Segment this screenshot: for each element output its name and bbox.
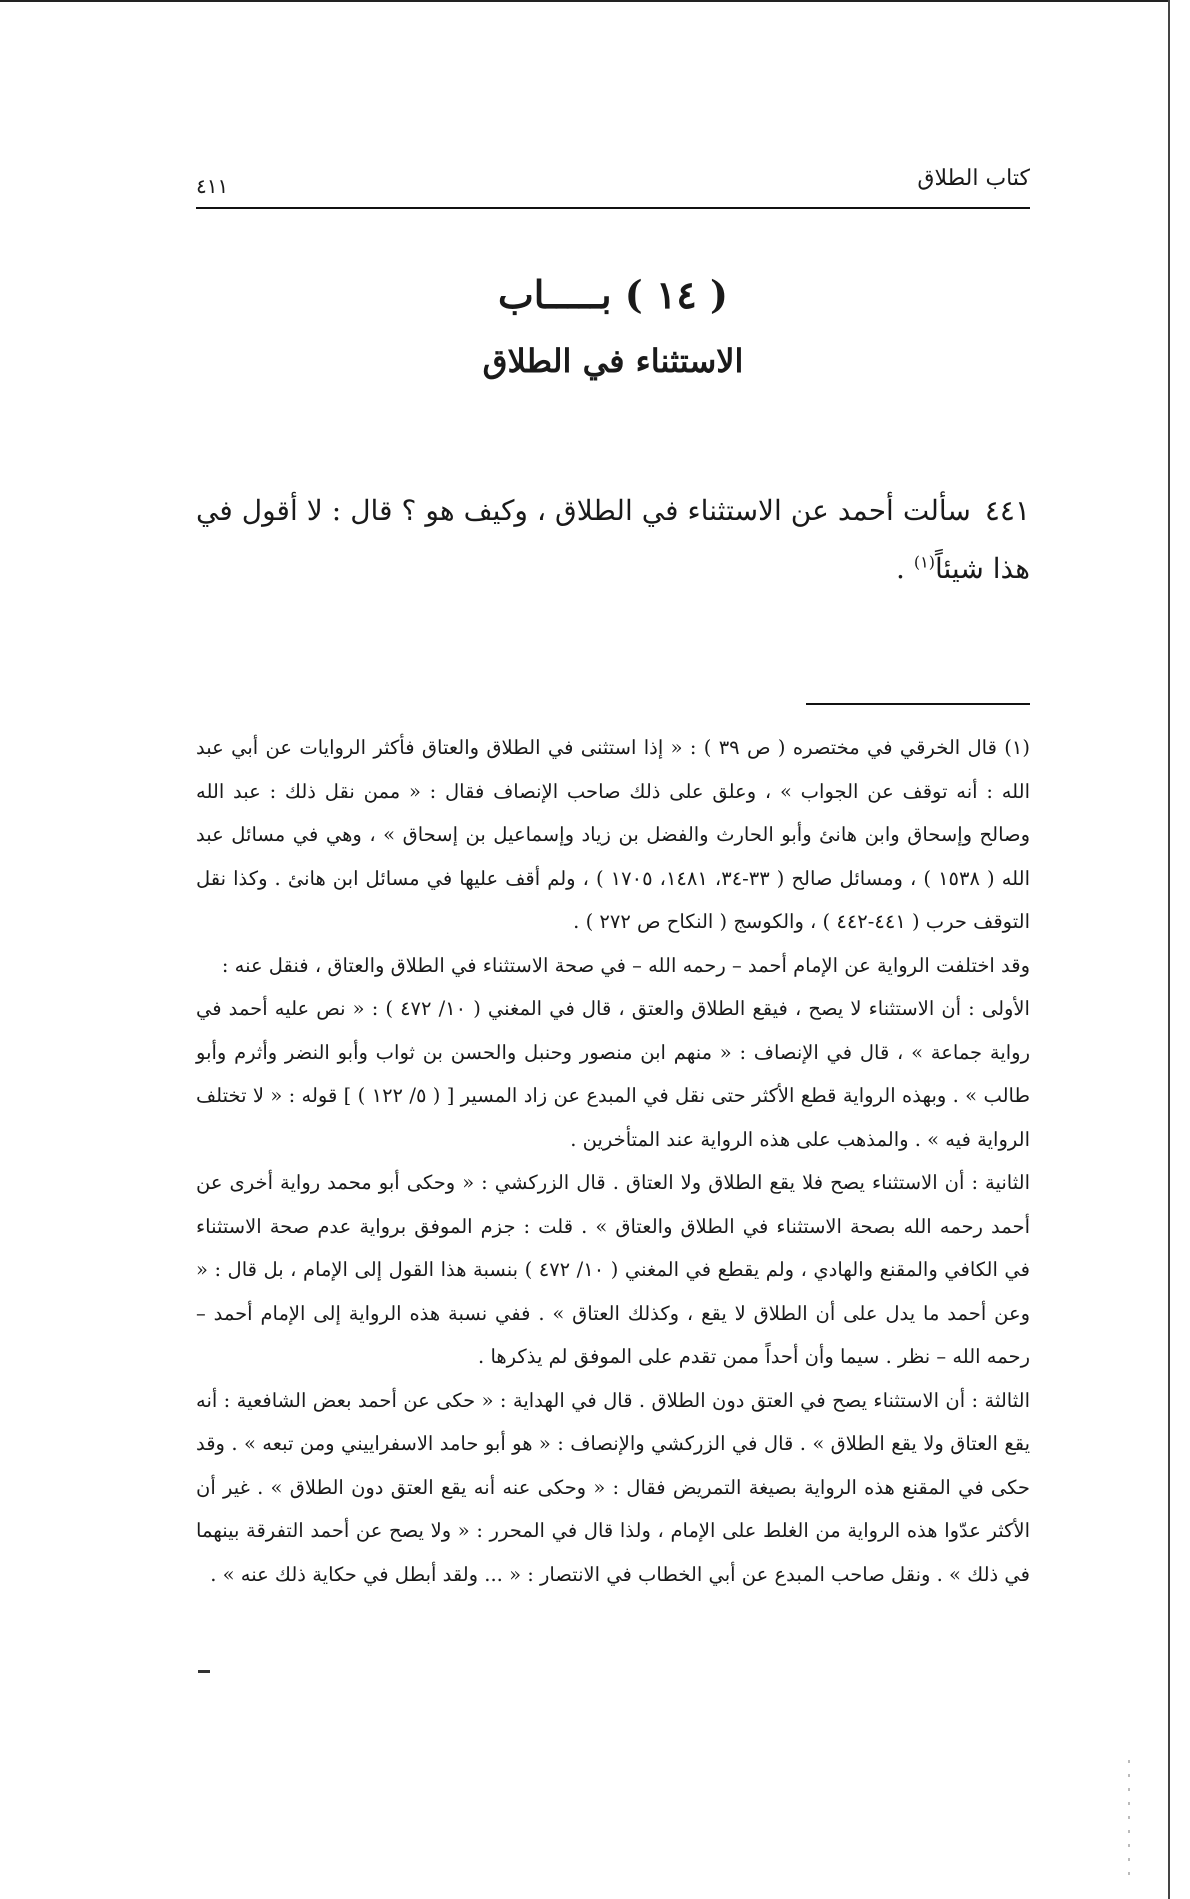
footnote-reference[interactable]: (١) <box>913 552 935 572</box>
page-number: ٤١١ <box>196 174 229 198</box>
footnote-paragraph: الثانية : أن الاستثناء يصح فلا يقع الطلاق ولا العتاق . قال الزركشي : « وحكى أبو محمد رواية أخرى عن أحمد رحمه الله بصحة الاستثناء في الطلاق والعتاق » . قلت : جزم الموفق برواية عدم صحة الاستثناء في الكافي والمقنع والهادي ، ولم يقطع في المغني ( ١٠/ ٤٧٢ ) بنسبة هذا القول إلى الإمام ، بل قال : « وعن أحمد ما يدل على أن الطلاق لا يقع ، وكذلك العتاق » . ففي نسبة هذه الرواية إلى الإمام أحمد – رحمه الله – نظر . سيما وأن أحداً ممن تقدم على الموفق لم يذكرها . <box>196 1171 1030 1368</box>
footnote-paragraph: الأولى : أن الاستثناء لا يصح ، فيقع الطلاق والعتق ، قال في المغني ( ١٠/ ٤٧٢ ) : « نص عليه أحمد في رواية جماعة » ، قال في الإنصاف : « منهم ابن منصور وحنبل والحسن بن ثواب وأبو النضر وأثرم وأبو طالب » . وبهذه الرواية قطع الأكثر حتى نقل في المبدع عن زاد المسير [ ( ٥/ ١٢٢ ) ] قوله : « لا تختلف الرواية فيه » . والمذهب على هذه الرواية عند المتأخرين . <box>196 997 1030 1151</box>
page-mark <box>198 1670 210 1673</box>
header-rule <box>196 207 1030 209</box>
footnote-paragraph: الثالثة : أن الاستثناء يصح في العتق دون الطلاق . قال في الهداية : « حكى عن أحمد بعض الشافعية : أنه يقع العتاق ولا يقع الطلاق » . قال في الزركشي والإنصاف : « هو أبو حامد الاسفراييني ومن تبعه » . وقد حكى في المقنع هذه الرواية بصيغة التمريض فقال : « وحكى عنه أنه يقع العتق دون الطلاق » . غير أن الأكثر عدّوا هذه الرواية من الغلط على الإمام ، ولذا قال في المحرر : « ولا يصح عن أحمد التفرقة بينهما في ذلك » . ونقل صاحب المبدع عن أبي الخطاب في الانتصار : « ... ولقد أبطل في حكاية ذلك عنه » . <box>196 1388 1030 1586</box>
scan-edge-noise <box>1128 1760 1130 1880</box>
chapter-title: ( ١٤ ) بـــــاب <box>497 272 729 317</box>
running-header <box>196 160 1030 206</box>
footnote-separator <box>806 703 1030 705</box>
entry-paragraph <box>196 482 1030 598</box>
entry-number: ٤٤١ <box>984 494 1030 527</box>
scan-border-top <box>0 0 1170 2</box>
entry-text-end: . <box>896 552 914 585</box>
scan-border-right <box>1168 0 1170 1899</box>
chapter-subtitle: الاستثناء في الطلاق <box>482 342 744 380</box>
footnotes-section <box>196 726 1030 1596</box>
footnote-paragraph: وقد اختلفت الرواية عن الإمام أحمد – رحمه الله – في صحة الاستثناء في الطلاق والعتاق ، فنقل عنه : <box>221 953 1030 977</box>
entry-text: سألت أحمد عن الاستثناء في الطلاق ، وكيف هو ؟ قال : لا أقول في هذا شيئاً <box>196 494 1030 585</box>
footnote-1-paragraph: (١) قال الخرقي في مختصره ( ص ٣٩ ) : « إذا استثنى في الطلاق والعتاق فأكثر الروايات عن أبي عبد الله : أنه توقف عن الجواب » ، وعلق على ذلك صاحب الإنصاف فقال : « ممن نقل ذلك : عبد الله وصالح وإسحاق وابن هانئ وأبو الحارث والفضل بن زياد وإسماعيل بن إسحاق » ، وهي في مسائل عبد الله ( ١٥٣٨ ) ، ومسائل صالح ( ٣٣-٣٤، ١٤٨١، ١٧٠٥ ) ، ولم أقف عليها في مسائل ابن هانئ . وكذا نقل التوقف حرب ( ٤٤١-٤٤٢ ) ، والكوسج ( النكاح ص ٢٧٢ ) . <box>196 736 1030 933</box>
running-head-book-title: كتاب الطلاق <box>917 166 1030 191</box>
